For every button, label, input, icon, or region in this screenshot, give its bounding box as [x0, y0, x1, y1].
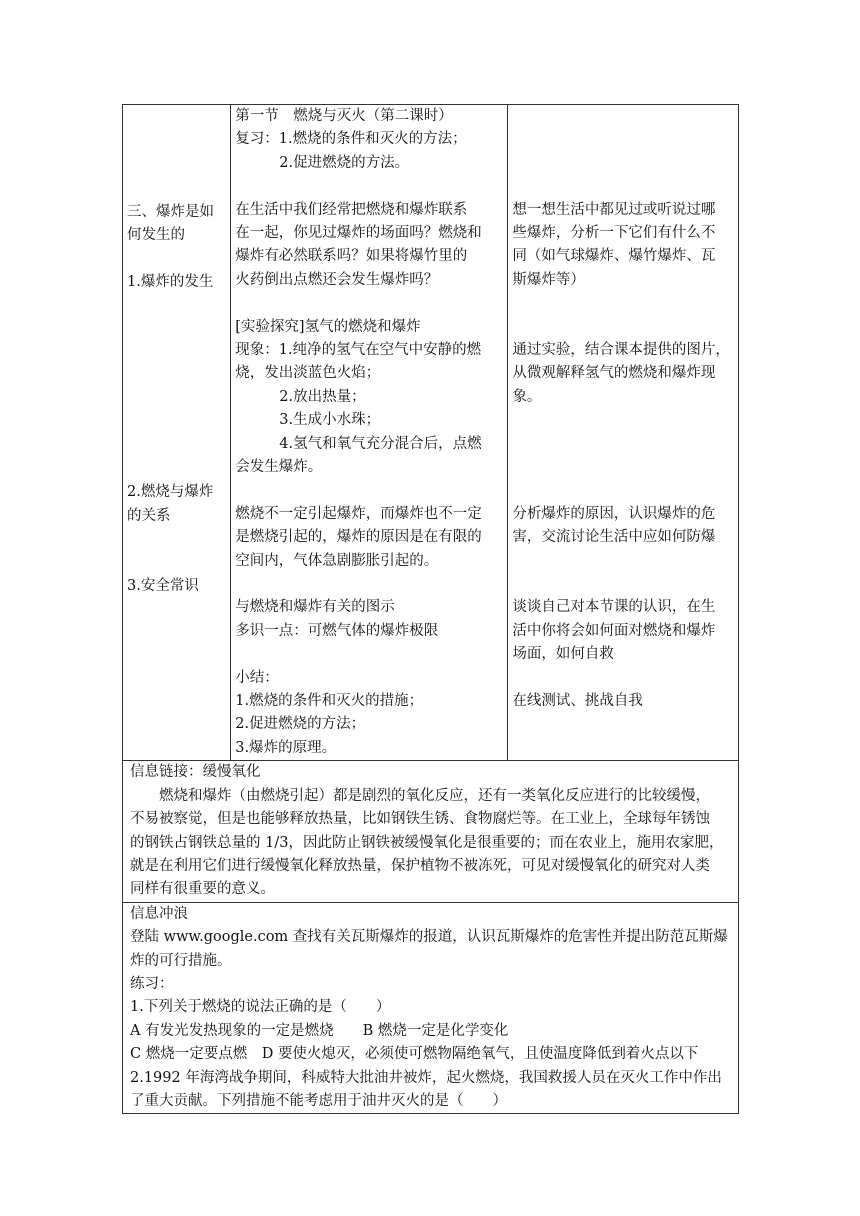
info-link-line: 燃烧和爆炸（由燃烧引起）都是剧烈的氧化反应，还有一类氧化反应进行的比较缓慢，: [159, 787, 710, 804]
activity-test: 在线测试、挑战自我: [512, 692, 643, 709]
activity-experiment: 通过实验，结合课本提供的图片， 从微观解释氢气的燃烧和爆炸现 象。: [512, 341, 730, 405]
subtopic-explosion: 1.爆炸的发生: [127, 273, 214, 290]
phenomenon-4-cont: 会发生爆炸。: [235, 459, 323, 476]
topic-heading: 三、爆炸是如 何发生的: [127, 203, 214, 243]
review-line-2: 2.促进燃烧的方法。: [279, 154, 410, 171]
lesson-row: [123, 105, 739, 761]
info-surf-line: 炸的可行措施。: [130, 952, 232, 969]
review-line-1: 复习：1.燃烧的条件和灭火的方法；: [235, 131, 467, 148]
info-surf-title: 信息冲浪: [130, 905, 188, 922]
lesson-title: 第一节 燃烧与灭火（第二课时）: [235, 108, 453, 124]
question-1-options-cd: C 燃烧一定要点燃 D 要使火熄灭，必须使可燃物隔绝氧气，且使温度降低到着火点以下: [130, 1046, 699, 1063]
summary-item: 2.促进燃烧的方法；: [235, 716, 366, 733]
info-link-cell: [123, 761, 739, 902]
info-link-line: 的钢铁占钢铁总量的 1/3，因此防止钢铁被缓慢氧化是很重要的；而在农业上，施用农家肥，: [130, 834, 724, 851]
activity-discuss: 谈谈自己对本节课的认识，在生 活中你将会如何面对燃烧和爆炸 场面，如何自救: [512, 599, 716, 663]
summary-item: 1.燃烧的条件和灭火的措施；: [235, 693, 424, 710]
intro-paragraph: 在生活中我们经常把燃烧和爆炸联系 在一起，你见过爆炸的场面吗？燃烧和 爆炸有必然联系吗？如果将爆竹里的 火药倒出点燃还会发生爆炸吗？: [235, 201, 482, 288]
activity-column: [508, 105, 739, 761]
phenomenon-1: 现象：1.纯净的氢气在空气中安静的燃: [235, 342, 482, 359]
summary-item: 3.爆炸的原理。: [235, 739, 337, 756]
info-link-title: 信息链接：缓慢氧化: [130, 764, 261, 781]
lesson-table: [122, 104, 739, 1114]
info-link-line: 就是在利用它们进行缓慢氧化释放热量，保护植物不被冻死，可见对缓慢氧化的研究对人类: [130, 857, 710, 874]
question-2: 2.1992 年海湾战争期间，科威特大批油井被炸，起火燃烧，我国救援人员在灭火工作中作出: [130, 1069, 722, 1086]
relation-paragraph: 燃烧不一定引起爆炸，而爆炸也不一定 是燃烧引起的，爆炸的原因是在有限的 空间内，气体急剧膨胀引起的。: [235, 505, 482, 569]
info-link-row: [123, 761, 739, 902]
question-1-options-ab: A 有发光发热现象的一定是燃烧 B 燃烧一定是化学变化: [130, 1022, 509, 1039]
summary-title: 小结：: [235, 669, 279, 686]
practice-title: 练习：: [130, 975, 174, 992]
phenomenon-2: 2.放出热量；: [279, 388, 366, 405]
activity-think: 想一想生活中都见过或听说过哪 些爆炸，分析一下它们有什么不 同（如气球爆炸、爆竹爆炸、瓦 斯爆炸等）: [512, 201, 716, 288]
info-link-line: 不易被察觉，但是也能够释放热量，比如钢铁生锈、食物腐烂等。在工业上，全球每年锈蚀: [130, 811, 710, 828]
info-link-line: 同样有很重要的意义。: [130, 881, 275, 898]
info-surf-line: 登陆 www.google.com 查找有关瓦斯爆炸的报道，认识瓦斯爆炸的危害性并提出防范瓦斯爆: [130, 929, 728, 946]
subtopic-relation: 2.燃烧与爆炸 的关系: [127, 484, 214, 524]
experiment-title: [实验探究]氢气的燃烧和爆炸: [235, 318, 421, 335]
question-1: 1.下列关于燃烧的说法正确的是（ ）: [130, 999, 391, 1016]
phenomenon-1-cont: 烧，发出淡蓝色火焰；: [235, 365, 381, 382]
topic-column: [123, 105, 231, 761]
phenomenon-3: 3.生成小水珠；: [279, 412, 381, 429]
info-surf-cell: [123, 902, 739, 1114]
info-surf-row: [123, 902, 739, 1114]
content-column: [231, 105, 508, 761]
subtopic-safety: 3.安全常识: [127, 577, 199, 594]
activity-analyze: 分析爆炸的原因，认识爆炸的危 害，交流讨论生活中应如何防爆: [512, 505, 716, 546]
question-2-cont: 了重大贡献。下列措施不能考虑用于油井灭火的是（ ）: [130, 1092, 507, 1109]
safety-line-1: 与燃烧和爆炸有关的图示: [235, 599, 395, 616]
phenomenon-4: 4.氢气和氧气充分混合后，点燃: [279, 435, 482, 452]
safety-line-2: 多识一点：可燃气体的爆炸极限: [235, 622, 439, 639]
